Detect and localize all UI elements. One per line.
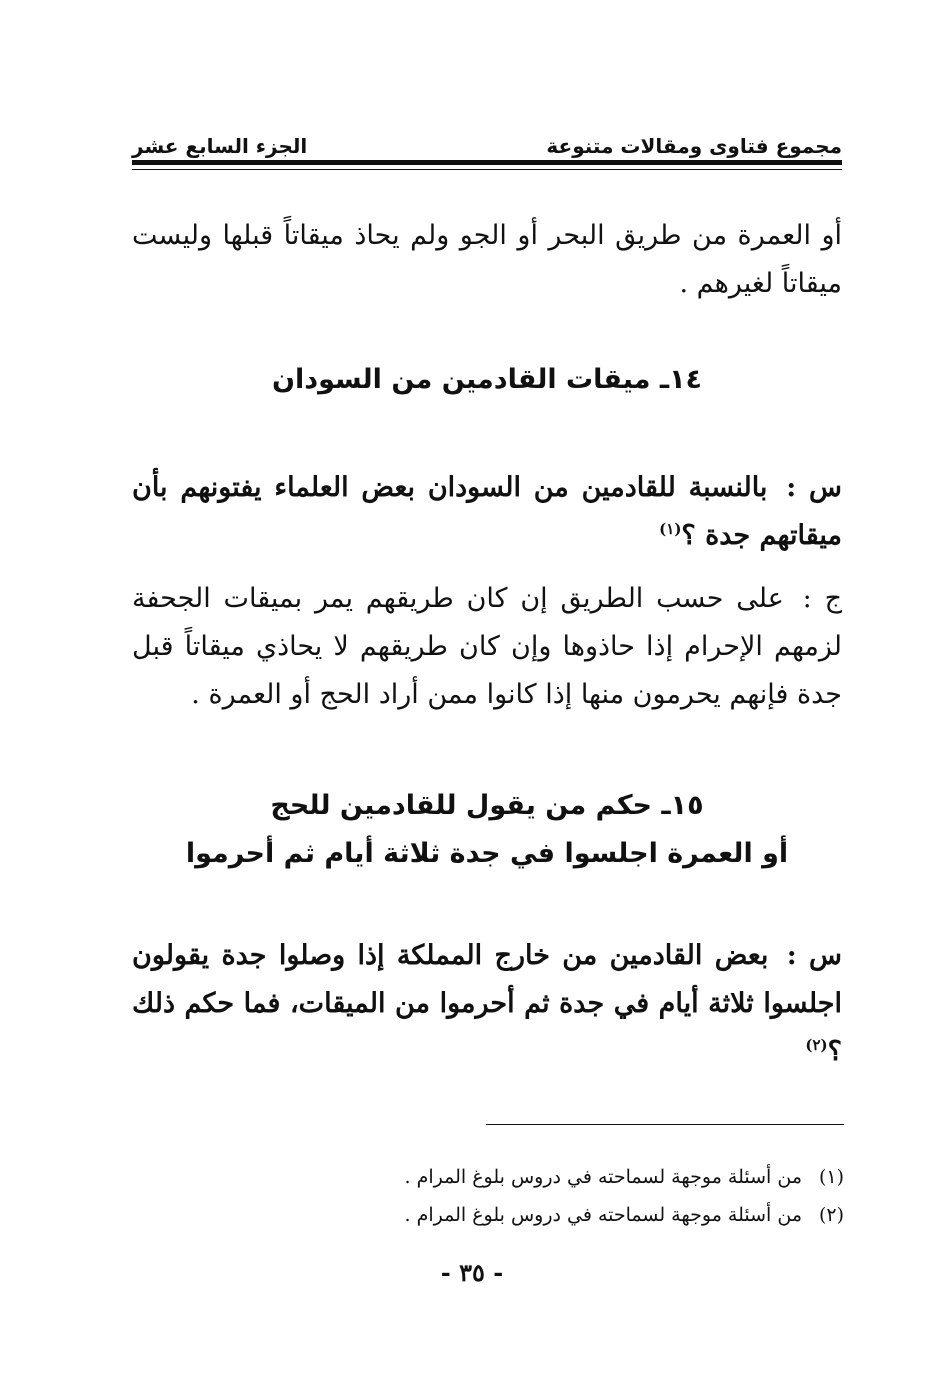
footnote-text: من أسئلة موجهة لسماحته في دروس بلوغ المرام .: [404, 1166, 802, 1188]
section-15-heading-line-1: ١٥ـ حكم من يقول للقادمين للحج: [270, 790, 704, 821]
section-14-heading: ١٤ـ ميقات القادمين من السودان: [271, 364, 703, 395]
section-14-answer: [132, 575, 842, 719]
section-15-heading-line-2: أو العمرة اجلسوا في جدة ثلاثة أيام ثم أحرموا: [185, 838, 789, 869]
footnote-1: [200, 1162, 844, 1192]
section-15-question: [132, 932, 842, 1076]
footnote-ref-1: (١): [659, 520, 682, 538]
footnote-2: [200, 1200, 844, 1230]
header-rule-thick: [132, 160, 842, 165]
answer-label: ج :: [802, 583, 842, 614]
footnote-separator: [486, 1124, 844, 1125]
question-label: س :: [786, 472, 842, 503]
section-15-heading: [132, 782, 842, 878]
header-rule-thin: [132, 169, 842, 170]
question-label: س :: [786, 940, 843, 971]
book-title: مجموع فتاوى ومقالات متنوعة: [546, 134, 842, 158]
page-number: - ٣٥ -: [440, 1258, 504, 1287]
footnote-number: (٢): [818, 1204, 844, 1226]
running-header: [132, 122, 842, 158]
section-14-question: [132, 464, 842, 560]
footnote-ref-2: (٢): [805, 1036, 828, 1054]
footnote-text: من أسئلة موجهة لسماحته في دروس بلوغ المرام .: [404, 1204, 802, 1226]
continuation-paragraph: أو العمرة من طريق البحر أو الجو ولم يحاذ ميقاتاً قبلها وليست ميقاتاً لغيرهم .: [132, 220, 842, 299]
volume-label: الجزء السابع عشر: [132, 134, 308, 158]
question-text: بعض القادمين من خارج المملكة إذا وصلوا جدة يقولون اجلسوا ثلاثة أيام في جدة ثم أحرموا من الميقات، فما حكم ذلك ؟: [132, 940, 842, 1067]
footnote-number: (١): [818, 1166, 844, 1188]
answer-text: على حسب الطريق إن كان طريقهم يمر بميقات الجحفة لزمهم الإحرام إذا حاذوها وإن كان طريقهم لا يحاذي ميقاتاً قبل جدة فإنهم يحرمون منها إذا كانوا ممن أراد الحج أو العمرة .: [132, 583, 842, 710]
question-text: بالنسبة للقادمين من السودان بعض العلماء يفتونهم بأن ميقاتهم جدة ؟: [132, 472, 842, 551]
